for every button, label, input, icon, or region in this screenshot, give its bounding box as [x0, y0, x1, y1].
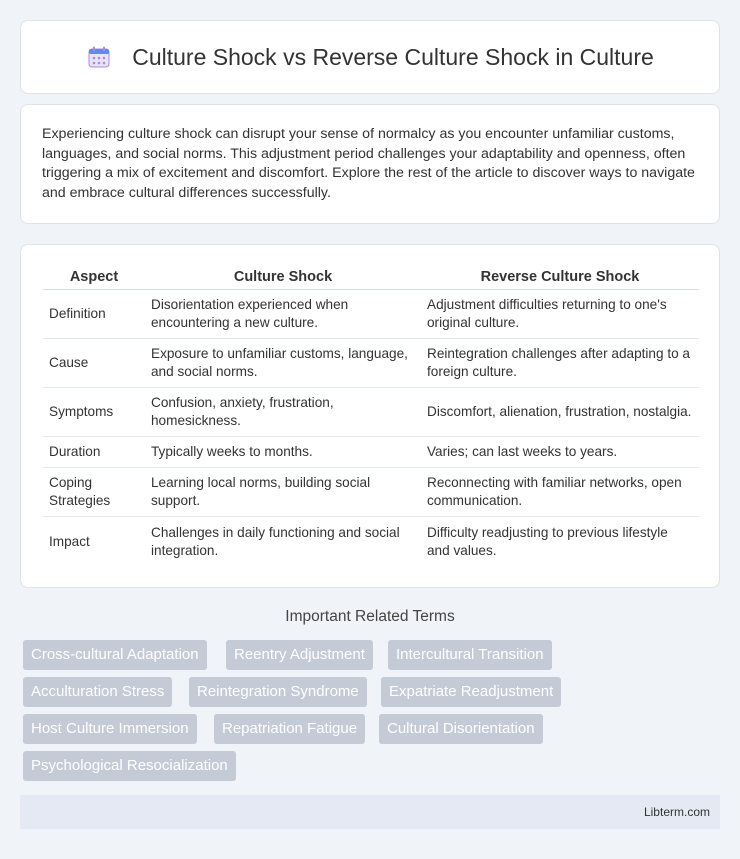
row-aspect: Impact: [49, 533, 90, 549]
row-reverse-culture-shock: Adjustment difficulties returning to one's original culture.: [421, 290, 699, 339]
table-row: [43, 388, 699, 437]
term-tag[interactable]: Expatriate Readjustment: [381, 677, 561, 707]
title-card: [20, 20, 720, 94]
comparison-card: [20, 244, 720, 588]
row-culture-shock: Exposure to unfamiliar customs, language, and social norms.: [145, 339, 421, 388]
row-aspect: Cause: [43, 339, 145, 388]
intro-card: [20, 104, 720, 224]
term-tag[interactable]: Acculturation Stress: [23, 677, 172, 707]
row-culture-shock: Challenges in daily functioning and social integration.: [151, 524, 400, 558]
row-culture-shock: Typically weeks to months.: [145, 437, 421, 468]
related-terms-heading: Important Related Terms: [285, 608, 455, 625]
intro-paragraph: Experiencing culture shock can disrupt your sense of normalcy as you encounter unfamiliar customs, languages, and social norms. This adjustment period challenges your adaptability and openness, often triggering a mix of excitement and discomfort. Explore the rest of the article to discover ways to navigate and embrace cultural differences successfully.: [42, 126, 695, 201]
row-culture-shock: Learning local norms, building social support.: [145, 468, 421, 517]
row-culture-shock: Confusion, anxiety, frustration, homesickness.: [145, 388, 421, 437]
term-tag[interactable]: Intercultural Transition: [388, 640, 552, 670]
header-aspect: Aspect: [43, 265, 145, 290]
page-title: Culture Shock vs Reverse Culture Shock in Culture: [132, 43, 654, 70]
row-reverse-culture-shock: Reintegration challenges after adapting to a foreign culture.: [421, 339, 699, 388]
row-reverse-culture-shock: Reconnecting with familiar networks, open communication.: [421, 468, 699, 517]
row-aspect: Duration: [43, 437, 145, 468]
footer: [20, 795, 720, 829]
comparison-table: [43, 265, 699, 566]
row-reverse-culture-shock: Difficulty readjusting to previous lifestyle and values.: [427, 524, 668, 558]
row-reverse-culture-shock: Discomfort, alienation, frustration, nostalgia.: [421, 388, 699, 437]
table-row: [43, 339, 699, 388]
term-tag[interactable]: Host Culture Immersion: [23, 714, 197, 744]
term-tag[interactable]: Repatriation Fatigue: [214, 714, 365, 744]
table-header-row: [43, 265, 699, 290]
table-row: [43, 290, 699, 339]
term-tag[interactable]: Reintegration Syndrome: [189, 677, 367, 707]
term-tag[interactable]: Cross-cultural Adaptation: [23, 640, 207, 670]
header-culture-shock: Culture Shock: [145, 265, 421, 290]
row-culture-shock: Disorientation experienced when encountering a new culture.: [145, 290, 421, 339]
table-row: [43, 468, 699, 517]
footer-brand[interactable]: Libterm.com: [643, 805, 710, 819]
row-aspect: Definition: [43, 290, 145, 339]
calendar-icon: [86, 44, 112, 70]
row-reverse-culture-shock: Varies; can last weeks to years.: [421, 437, 699, 468]
term-tag[interactable]: Cultural Disorientation: [379, 714, 543, 744]
term-tag[interactable]: Psychological Resocialization: [23, 751, 236, 781]
table-row: [43, 437, 699, 468]
term-tag[interactable]: Reentry Adjustment: [226, 640, 373, 670]
header-reverse-culture-shock: Reverse Culture Shock: [421, 265, 699, 290]
table-row: [43, 517, 699, 566]
row-aspect: Coping Strategies: [43, 468, 145, 517]
row-aspect: Symptoms: [43, 388, 145, 437]
